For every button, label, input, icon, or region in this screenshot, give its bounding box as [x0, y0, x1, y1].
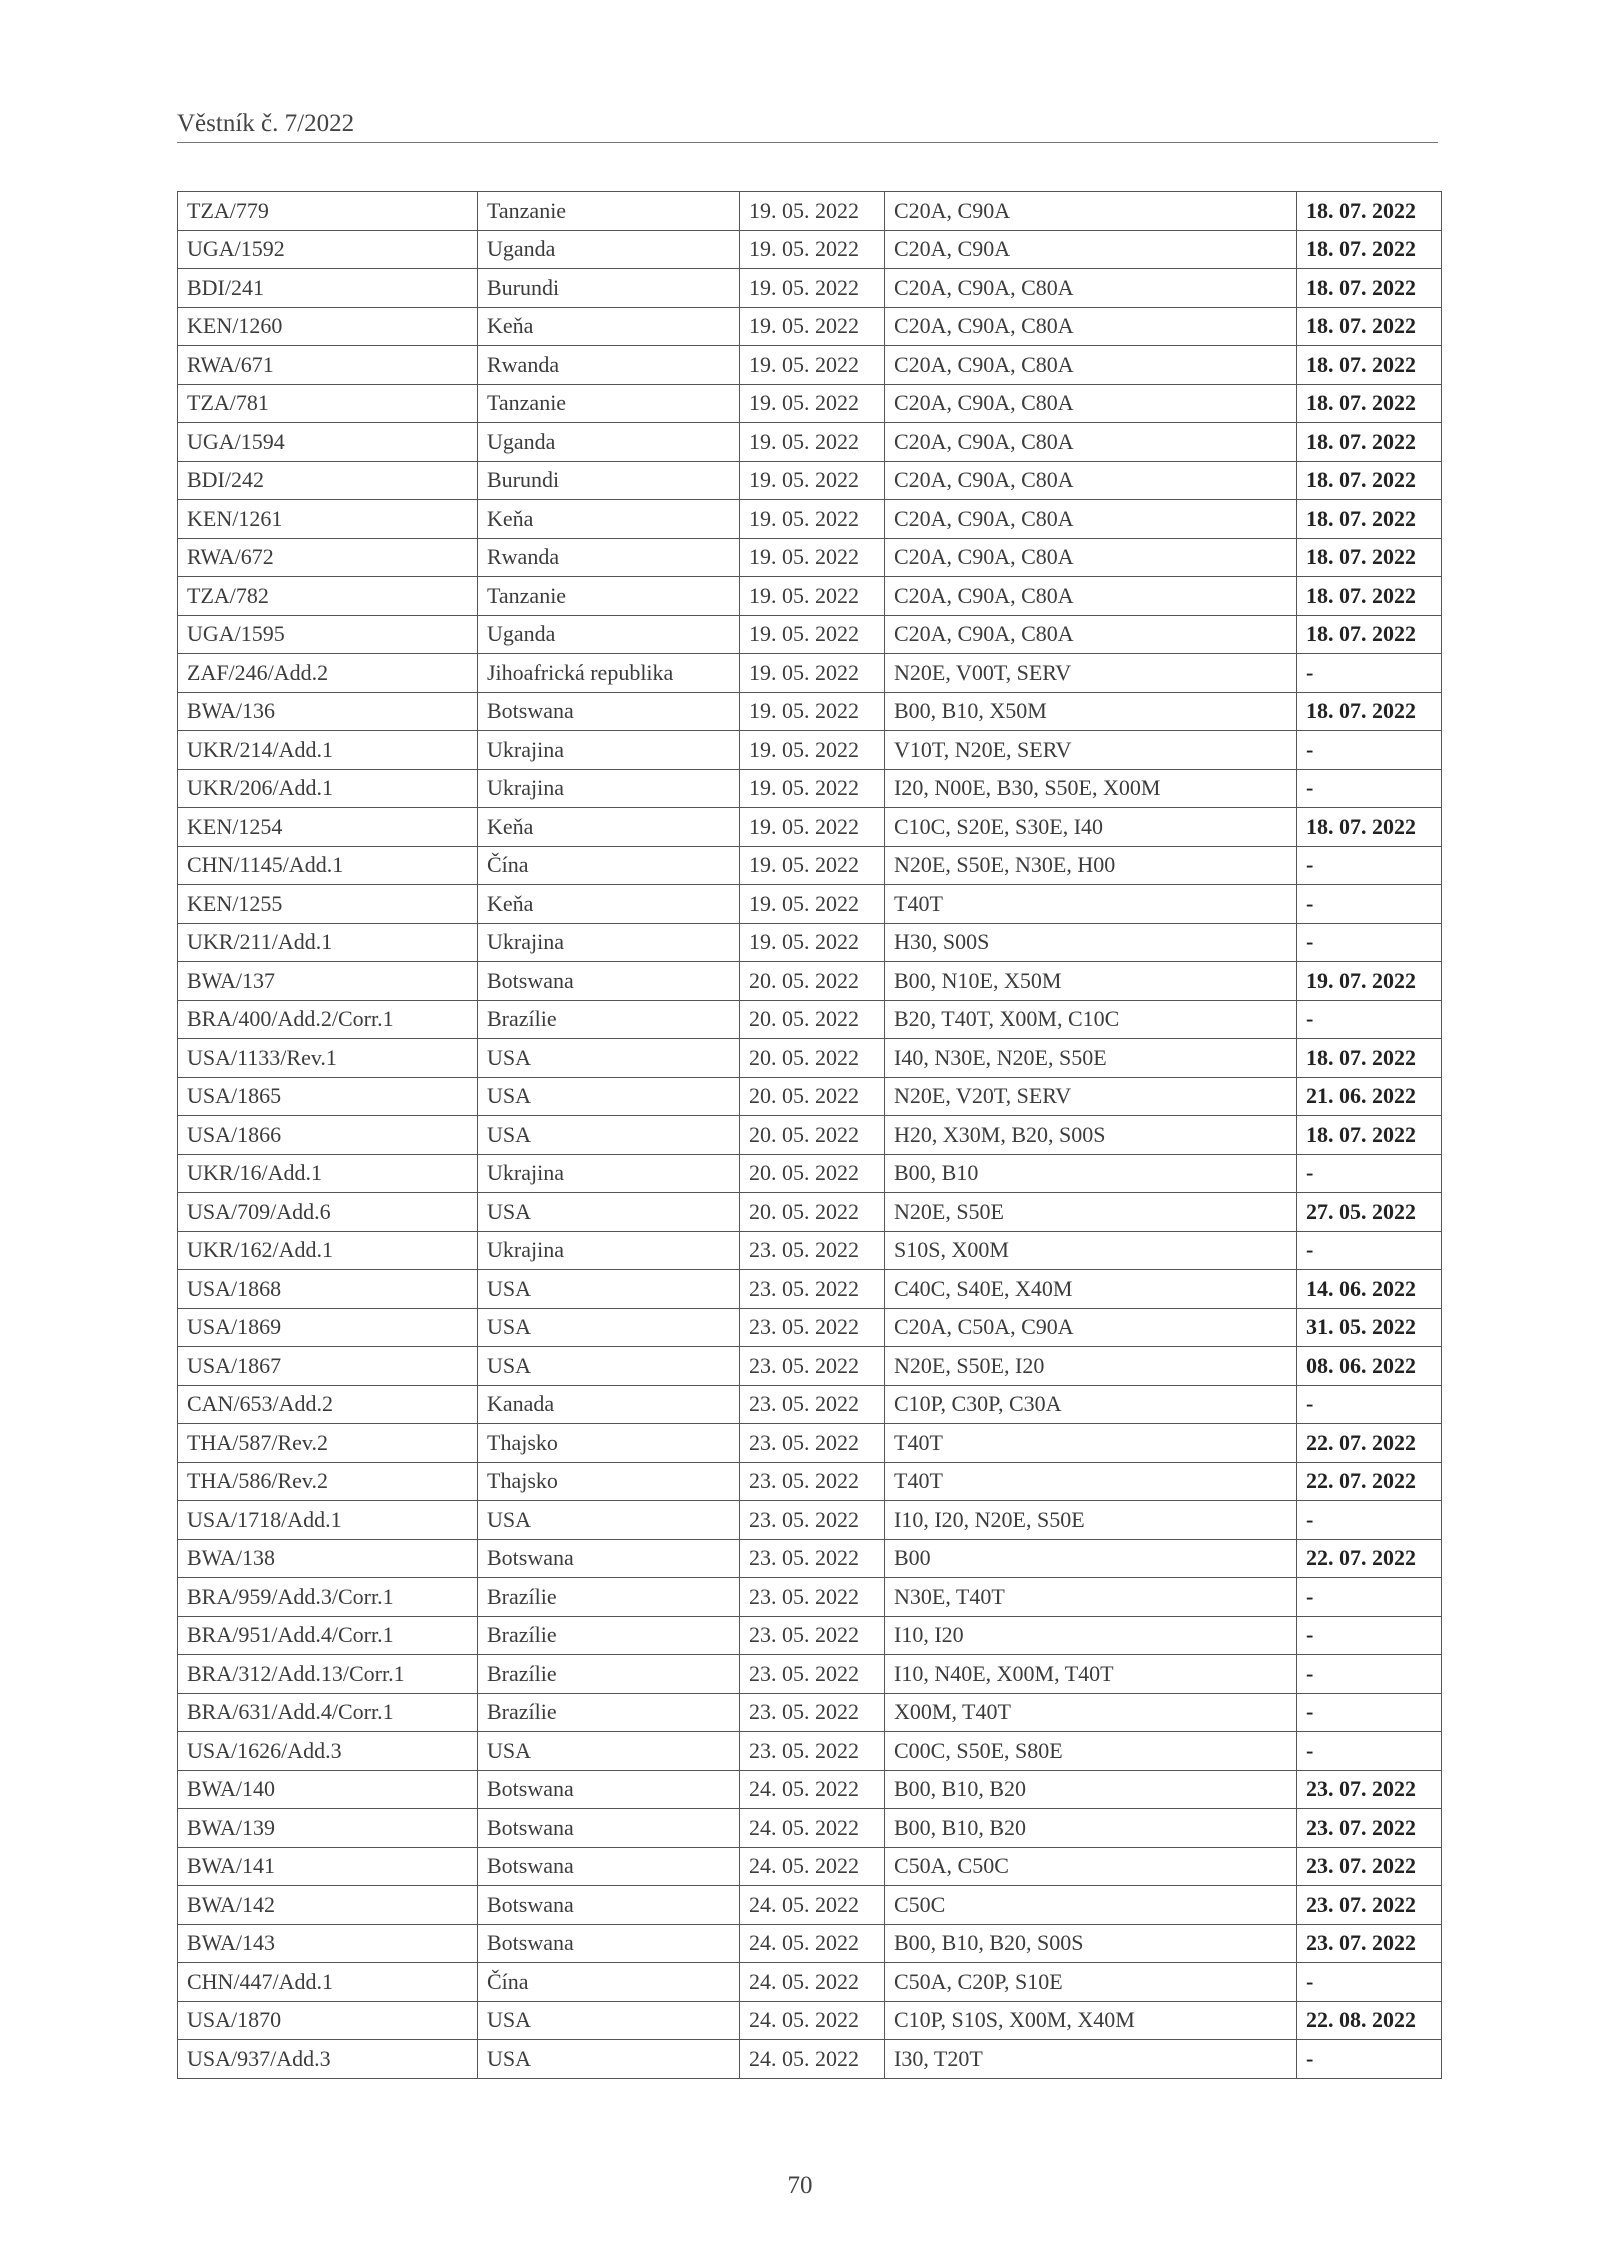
document-id-cell: BWA/142 — [178, 1886, 478, 1925]
deadline-cell: - — [1297, 1732, 1442, 1771]
country-cell: USA — [478, 1270, 740, 1309]
codes-cell: B00, B10, B20, S00S — [885, 1924, 1297, 1963]
country-cell: Keňa — [478, 500, 740, 539]
date-cell: 24. 05. 2022 — [740, 1770, 885, 1809]
country-cell: USA — [478, 1039, 740, 1078]
table-row — [178, 1154, 1442, 1193]
country-cell: Brazílie — [478, 1693, 740, 1732]
codes-cell: C20A, C90A, C80A — [885, 500, 1297, 539]
deadline-cell: - — [1297, 1501, 1442, 1540]
date-cell: 23. 05. 2022 — [740, 1732, 885, 1771]
table-row — [178, 1385, 1442, 1424]
codes-cell: C20A, C90A — [885, 230, 1297, 269]
deadline-cell: 22. 07. 2022 — [1297, 1539, 1442, 1578]
table-row — [178, 346, 1442, 385]
date-cell: 20. 05. 2022 — [740, 1116, 885, 1155]
document-id-cell: USA/1865 — [178, 1077, 478, 1116]
deadline-cell: - — [1297, 1578, 1442, 1617]
document-id-cell: TZA/779 — [178, 192, 478, 231]
date-cell: 23. 05. 2022 — [740, 1308, 885, 1347]
deadline-cell: 18. 07. 2022 — [1297, 1116, 1442, 1155]
deadline-cell: 18. 07. 2022 — [1297, 307, 1442, 346]
document-id-cell: USA/937/Add.3 — [178, 2040, 478, 2079]
deadline-cell: - — [1297, 2040, 1442, 2079]
deadline-cell: - — [1297, 1385, 1442, 1424]
codes-cell: N20E, S50E, I20 — [885, 1347, 1297, 1386]
country-cell: USA — [478, 2001, 740, 2040]
deadline-cell: - — [1297, 654, 1442, 693]
table-row — [178, 1039, 1442, 1078]
table-row — [178, 962, 1442, 1001]
country-cell: Keňa — [478, 808, 740, 847]
codes-cell: B00, B10 — [885, 1154, 1297, 1193]
table-row — [178, 1924, 1442, 1963]
document-id-cell: BRA/631/Add.4/Corr.1 — [178, 1693, 478, 1732]
date-cell: 19. 05. 2022 — [740, 654, 885, 693]
deadline-cell: 18. 07. 2022 — [1297, 1039, 1442, 1078]
country-cell: Thajsko — [478, 1462, 740, 1501]
codes-cell: B00, B10, X50M — [885, 692, 1297, 731]
deadline-cell: - — [1297, 1000, 1442, 1039]
codes-cell: N20E, V20T, SERV — [885, 1077, 1297, 1116]
country-cell: Brazílie — [478, 1616, 740, 1655]
date-cell: 24. 05. 2022 — [740, 2040, 885, 2079]
date-cell: 20. 05. 2022 — [740, 962, 885, 1001]
country-cell: Botswana — [478, 1770, 740, 1809]
country-cell: Botswana — [478, 1886, 740, 1925]
country-cell: Botswana — [478, 1847, 740, 1886]
document-id-cell: BWA/136 — [178, 692, 478, 731]
country-cell: Tanzanie — [478, 192, 740, 231]
table-row — [178, 1616, 1442, 1655]
codes-cell: B00 — [885, 1539, 1297, 1578]
date-cell: 23. 05. 2022 — [740, 1462, 885, 1501]
deadline-cell: 23. 07. 2022 — [1297, 1924, 1442, 1963]
deadline-cell: 18. 07. 2022 — [1297, 692, 1442, 731]
deadline-cell: - — [1297, 769, 1442, 808]
country-cell: USA — [478, 1077, 740, 1116]
document-id-cell: USA/1870 — [178, 2001, 478, 2040]
codes-cell: I30, T20T — [885, 2040, 1297, 2079]
deadline-cell: 14. 06. 2022 — [1297, 1270, 1442, 1309]
table-row — [178, 384, 1442, 423]
table-row — [178, 1655, 1442, 1694]
deadline-cell: - — [1297, 1154, 1442, 1193]
codes-cell: S10S, X00M — [885, 1231, 1297, 1270]
country-cell: Čína — [478, 1963, 740, 2002]
document-id-cell: BWA/138 — [178, 1539, 478, 1578]
country-cell: USA — [478, 1347, 740, 1386]
table-row — [178, 1116, 1442, 1155]
deadline-cell: 18. 07. 2022 — [1297, 346, 1442, 385]
table-row — [178, 808, 1442, 847]
table-row — [178, 2040, 1442, 2079]
deadline-cell: - — [1297, 1616, 1442, 1655]
document-id-cell: THA/587/Rev.2 — [178, 1424, 478, 1463]
table-row — [178, 923, 1442, 962]
deadline-cell: 18. 07. 2022 — [1297, 423, 1442, 462]
codes-cell: B20, T40T, X00M, C10C — [885, 1000, 1297, 1039]
table-row — [178, 461, 1442, 500]
date-cell: 19. 05. 2022 — [740, 769, 885, 808]
table-row — [178, 1539, 1442, 1578]
deadline-cell: 18. 07. 2022 — [1297, 269, 1442, 308]
codes-cell: C10C, S20E, S30E, I40 — [885, 808, 1297, 847]
deadline-cell: 23. 07. 2022 — [1297, 1770, 1442, 1809]
country-cell: Brazílie — [478, 1578, 740, 1617]
date-cell: 23. 05. 2022 — [740, 1616, 885, 1655]
country-cell: Botswana — [478, 1809, 740, 1848]
country-cell: Keňa — [478, 307, 740, 346]
codes-cell: H30, S00S — [885, 923, 1297, 962]
document-id-cell: ZAF/246/Add.2 — [178, 654, 478, 693]
date-cell: 19. 05. 2022 — [740, 307, 885, 346]
table-row — [178, 230, 1442, 269]
date-cell: 23. 05. 2022 — [740, 1578, 885, 1617]
date-cell: 19. 05. 2022 — [740, 692, 885, 731]
codes-cell: I20, N00E, B30, S50E, X00M — [885, 769, 1297, 808]
document-id-cell: USA/1867 — [178, 1347, 478, 1386]
document-id-cell: BDI/242 — [178, 461, 478, 500]
codes-cell: C20A, C90A, C80A — [885, 384, 1297, 423]
table-row — [178, 577, 1442, 616]
table-row — [178, 692, 1442, 731]
document-id-cell: RWA/671 — [178, 346, 478, 385]
country-cell: Ukrajina — [478, 769, 740, 808]
deadline-cell: 18. 07. 2022 — [1297, 577, 1442, 616]
document-id-cell: USA/1866 — [178, 1116, 478, 1155]
date-cell: 19. 05. 2022 — [740, 885, 885, 924]
page-header — [177, 110, 1438, 143]
table-row — [178, 1770, 1442, 1809]
date-cell: 19. 05. 2022 — [740, 461, 885, 500]
table-body — [178, 192, 1442, 2079]
date-cell: 19. 05. 2022 — [740, 500, 885, 539]
country-cell: Tanzanie — [478, 577, 740, 616]
table-row — [178, 500, 1442, 539]
document-id-cell: USA/1868 — [178, 1270, 478, 1309]
codes-cell: I10, I20 — [885, 1616, 1297, 1655]
deadline-cell: 27. 05. 2022 — [1297, 1193, 1442, 1232]
codes-cell: B00, N10E, X50M — [885, 962, 1297, 1001]
table-row — [178, 654, 1442, 693]
codes-cell: C20A, C90A — [885, 192, 1297, 231]
date-cell: 23. 05. 2022 — [740, 1655, 885, 1694]
table-row — [178, 1193, 1442, 1232]
country-cell: Botswana — [478, 1539, 740, 1578]
codes-cell: T40T — [885, 885, 1297, 924]
date-cell: 24. 05. 2022 — [740, 1963, 885, 2002]
document-id-cell: BRA/951/Add.4/Corr.1 — [178, 1616, 478, 1655]
date-cell: 19. 05. 2022 — [740, 577, 885, 616]
date-cell: 19. 05. 2022 — [740, 615, 885, 654]
codes-cell: C50A, C20P, S10E — [885, 1963, 1297, 2002]
deadline-cell: 18. 07. 2022 — [1297, 384, 1442, 423]
table-row — [178, 423, 1442, 462]
document-id-cell: USA/709/Add.6 — [178, 1193, 478, 1232]
deadline-cell: 18. 07. 2022 — [1297, 500, 1442, 539]
deadline-cell: 23. 07. 2022 — [1297, 1847, 1442, 1886]
country-cell: Uganda — [478, 423, 740, 462]
codes-cell: B00, B10, B20 — [885, 1770, 1297, 1809]
table-row — [178, 192, 1442, 231]
document-id-cell: KEN/1261 — [178, 500, 478, 539]
document-id-cell: BWA/141 — [178, 1847, 478, 1886]
deadline-cell: 08. 06. 2022 — [1297, 1347, 1442, 1386]
country-cell: USA — [478, 2040, 740, 2079]
date-cell: 19. 05. 2022 — [740, 230, 885, 269]
date-cell: 19. 05. 2022 — [740, 731, 885, 770]
date-cell: 23. 05. 2022 — [740, 1347, 885, 1386]
table-row — [178, 885, 1442, 924]
table-row — [178, 1578, 1442, 1617]
country-cell: USA — [478, 1501, 740, 1540]
date-cell: 23. 05. 2022 — [740, 1231, 885, 1270]
country-cell: Jihoafrická republika — [478, 654, 740, 693]
document-id-cell: UKR/211/Add.1 — [178, 923, 478, 962]
date-cell: 19. 05. 2022 — [740, 192, 885, 231]
codes-cell: C40C, S40E, X40M — [885, 1270, 1297, 1309]
document-id-cell: UGA/1592 — [178, 230, 478, 269]
deadline-cell: 19. 07. 2022 — [1297, 962, 1442, 1001]
date-cell: 24. 05. 2022 — [740, 2001, 885, 2040]
codes-cell: C20A, C50A, C90A — [885, 1308, 1297, 1347]
table-row — [178, 1077, 1442, 1116]
country-cell: Uganda — [478, 230, 740, 269]
country-cell: Botswana — [478, 1924, 740, 1963]
document-id-cell: RWA/672 — [178, 538, 478, 577]
deadline-cell: 18. 07. 2022 — [1297, 192, 1442, 231]
table-row — [178, 1886, 1442, 1925]
document-id-cell: KEN/1260 — [178, 307, 478, 346]
document-id-cell: USA/1133/Rev.1 — [178, 1039, 478, 1078]
codes-cell: I40, N30E, N20E, S50E — [885, 1039, 1297, 1078]
codes-cell: T40T — [885, 1424, 1297, 1463]
country-cell: Tanzanie — [478, 384, 740, 423]
date-cell: 23. 05. 2022 — [740, 1693, 885, 1732]
table-row — [178, 1847, 1442, 1886]
country-cell: Burundi — [478, 269, 740, 308]
country-cell: Rwanda — [478, 538, 740, 577]
date-cell: 24. 05. 2022 — [740, 1886, 885, 1925]
deadline-cell: 22. 07. 2022 — [1297, 1424, 1442, 1463]
country-cell: Ukrajina — [478, 731, 740, 770]
country-cell: Ukrajina — [478, 923, 740, 962]
country-cell: USA — [478, 1116, 740, 1155]
table-row — [178, 846, 1442, 885]
deadline-cell: 18. 07. 2022 — [1297, 230, 1442, 269]
document-id-cell: THA/586/Rev.2 — [178, 1462, 478, 1501]
document-id-cell: UKR/162/Add.1 — [178, 1231, 478, 1270]
document-id-cell: BWA/137 — [178, 962, 478, 1001]
table-row — [178, 731, 1442, 770]
codes-cell: B00, B10, B20 — [885, 1809, 1297, 1848]
country-cell: Botswana — [478, 692, 740, 731]
country-cell: USA — [478, 1732, 740, 1771]
table-row — [178, 538, 1442, 577]
document-id-cell: UKR/16/Add.1 — [178, 1154, 478, 1193]
codes-cell: I10, N40E, X00M, T40T — [885, 1655, 1297, 1694]
table-row — [178, 1308, 1442, 1347]
country-cell: USA — [478, 1193, 740, 1232]
deadline-cell: - — [1297, 1963, 1442, 2002]
codes-cell: X00M, T40T — [885, 1693, 1297, 1732]
codes-cell: N20E, S50E — [885, 1193, 1297, 1232]
date-cell: 19. 05. 2022 — [740, 538, 885, 577]
document-id-cell: BRA/400/Add.2/Corr.1 — [178, 1000, 478, 1039]
table-row — [178, 1231, 1442, 1270]
date-cell: 24. 05. 2022 — [740, 1847, 885, 1886]
country-cell: Burundi — [478, 461, 740, 500]
codes-cell: C20A, C90A, C80A — [885, 346, 1297, 385]
codes-cell: I10, I20, N20E, S50E — [885, 1501, 1297, 1540]
date-cell: 19. 05. 2022 — [740, 384, 885, 423]
document-id-cell: CAN/653/Add.2 — [178, 1385, 478, 1424]
deadline-cell: - — [1297, 846, 1442, 885]
date-cell: 20. 05. 2022 — [740, 1193, 885, 1232]
deadline-cell: 18. 07. 2022 — [1297, 615, 1442, 654]
table-row — [178, 1501, 1442, 1540]
codes-cell: N30E, T40T — [885, 1578, 1297, 1617]
table-row — [178, 615, 1442, 654]
document-id-cell: USA/1626/Add.3 — [178, 1732, 478, 1771]
codes-cell: N20E, S50E, N30E, H00 — [885, 846, 1297, 885]
codes-cell: H20, X30M, B20, S00S — [885, 1116, 1297, 1155]
date-cell: 19. 05. 2022 — [740, 846, 885, 885]
codes-cell: N20E, V00T, SERV — [885, 654, 1297, 693]
table-row — [178, 1462, 1442, 1501]
codes-cell: C50C — [885, 1886, 1297, 1925]
country-cell: Ukrajina — [478, 1231, 740, 1270]
document-id-cell: BWA/139 — [178, 1809, 478, 1848]
codes-cell: C20A, C90A, C80A — [885, 538, 1297, 577]
notifications-table — [177, 191, 1442, 2079]
document-id-cell: UGA/1595 — [178, 615, 478, 654]
bulletin-title: Věstník č. 7/2022 — [177, 110, 355, 137]
date-cell: 19. 05. 2022 — [740, 269, 885, 308]
date-cell: 23. 05. 2022 — [740, 1501, 885, 1540]
country-cell: Ukrajina — [478, 1154, 740, 1193]
codes-cell: C20A, C90A, C80A — [885, 423, 1297, 462]
date-cell: 23. 05. 2022 — [740, 1270, 885, 1309]
document-id-cell: USA/1718/Add.1 — [178, 1501, 478, 1540]
deadline-cell: 22. 08. 2022 — [1297, 2001, 1442, 2040]
deadline-cell: - — [1297, 1693, 1442, 1732]
codes-cell: C10P, C30P, C30A — [885, 1385, 1297, 1424]
deadline-cell: 21. 06. 2022 — [1297, 1077, 1442, 1116]
document-id-cell: UGA/1594 — [178, 423, 478, 462]
date-cell: 19. 05. 2022 — [740, 423, 885, 462]
document-id-cell: BDI/241 — [178, 269, 478, 308]
table-row — [178, 1963, 1442, 2002]
deadline-cell: - — [1297, 923, 1442, 962]
date-cell: 20. 05. 2022 — [740, 1077, 885, 1116]
table-row — [178, 1809, 1442, 1848]
date-cell: 23. 05. 2022 — [740, 1385, 885, 1424]
document-id-cell: UKR/214/Add.1 — [178, 731, 478, 770]
codes-cell: C20A, C90A, C80A — [885, 577, 1297, 616]
deadline-cell: 23. 07. 2022 — [1297, 1809, 1442, 1848]
table-row — [178, 1424, 1442, 1463]
country-cell: USA — [478, 1308, 740, 1347]
country-cell: Kanada — [478, 1385, 740, 1424]
date-cell: 19. 05. 2022 — [740, 346, 885, 385]
table-row — [178, 269, 1442, 308]
date-cell: 19. 05. 2022 — [740, 923, 885, 962]
codes-cell: C20A, C90A, C80A — [885, 615, 1297, 654]
deadline-cell: 22. 07. 2022 — [1297, 1462, 1442, 1501]
page-number: 70 — [787, 2172, 813, 2199]
deadline-cell: 18. 07. 2022 — [1297, 461, 1442, 500]
date-cell: 23. 05. 2022 — [740, 1424, 885, 1463]
deadline-cell: - — [1297, 1231, 1442, 1270]
date-cell: 20. 05. 2022 — [740, 1039, 885, 1078]
codes-cell: C20A, C90A, C80A — [885, 461, 1297, 500]
codes-cell: C10P, S10S, X00M, X40M — [885, 2001, 1297, 2040]
date-cell: 24. 05. 2022 — [740, 1809, 885, 1848]
table-row — [178, 1000, 1442, 1039]
table-row — [178, 1270, 1442, 1309]
table-row — [178, 769, 1442, 808]
deadline-cell: - — [1297, 885, 1442, 924]
table-row — [178, 1693, 1442, 1732]
deadline-cell: - — [1297, 1655, 1442, 1694]
deadline-cell: 23. 07. 2022 — [1297, 1886, 1442, 1925]
deadline-cell: 18. 07. 2022 — [1297, 538, 1442, 577]
deadline-cell: 31. 05. 2022 — [1297, 1308, 1442, 1347]
country-cell: Thajsko — [478, 1424, 740, 1463]
document-id-cell: KEN/1255 — [178, 885, 478, 924]
codes-cell: C00C, S50E, S80E — [885, 1732, 1297, 1771]
country-cell: Rwanda — [478, 346, 740, 385]
date-cell: 20. 05. 2022 — [740, 1154, 885, 1193]
table-row — [178, 1347, 1442, 1386]
table-row — [178, 307, 1442, 346]
document-id-cell: CHN/1145/Add.1 — [178, 846, 478, 885]
document-id-cell: BRA/959/Add.3/Corr.1 — [178, 1578, 478, 1617]
date-cell: 24. 05. 2022 — [740, 1924, 885, 1963]
country-cell: Brazílie — [478, 1655, 740, 1694]
country-cell: Botswana — [478, 962, 740, 1001]
date-cell: 20. 05. 2022 — [740, 1000, 885, 1039]
codes-cell: C50A, C50C — [885, 1847, 1297, 1886]
document-id-cell: BWA/140 — [178, 1770, 478, 1809]
codes-cell: T40T — [885, 1462, 1297, 1501]
country-cell: Uganda — [478, 615, 740, 654]
table-row — [178, 1732, 1442, 1771]
document-id-cell: UKR/206/Add.1 — [178, 769, 478, 808]
date-cell: 19. 05. 2022 — [740, 808, 885, 847]
document-id-cell: USA/1869 — [178, 1308, 478, 1347]
document-id-cell: BWA/143 — [178, 1924, 478, 1963]
document-id-cell: TZA/781 — [178, 384, 478, 423]
document-id-cell: CHN/447/Add.1 — [178, 1963, 478, 2002]
document-id-cell: BRA/312/Add.13/Corr.1 — [178, 1655, 478, 1694]
table-row — [178, 2001, 1442, 2040]
country-cell: Čína — [478, 846, 740, 885]
deadline-cell: 18. 07. 2022 — [1297, 808, 1442, 847]
country-cell: Keňa — [478, 885, 740, 924]
document-id-cell: KEN/1254 — [178, 808, 478, 847]
date-cell: 23. 05. 2022 — [740, 1539, 885, 1578]
codes-cell: C20A, C90A, C80A — [885, 269, 1297, 308]
document-id-cell: TZA/782 — [178, 577, 478, 616]
codes-cell: V10T, N20E, SERV — [885, 731, 1297, 770]
deadline-cell: - — [1297, 731, 1442, 770]
codes-cell: C20A, C90A, C80A — [885, 307, 1297, 346]
country-cell: Brazílie — [478, 1000, 740, 1039]
